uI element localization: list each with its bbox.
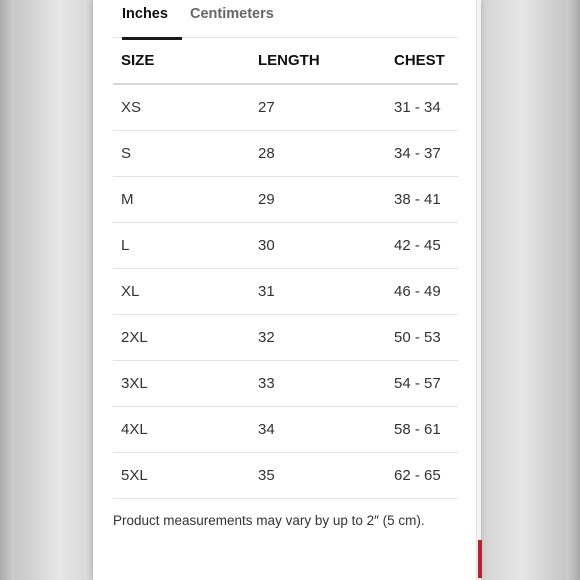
tab-inches-label: Inches [122, 6, 168, 22]
cell-size: M [121, 191, 134, 208]
unit-tabs [113, 0, 458, 38]
panel-scroll-edge [476, 0, 481, 580]
cell-size: XS [121, 99, 142, 116]
cell-length: 33 [258, 375, 275, 392]
size-table [113, 37, 458, 499]
red-side-tab[interactable] [478, 540, 482, 578]
table-row [113, 131, 458, 177]
tab-centimeters-label: Centimeters [190, 6, 274, 22]
table-row [113, 407, 458, 453]
cell-length: 31 [258, 283, 275, 300]
cell-chest: 50 - 53 [394, 329, 441, 346]
cell-size: 4XL [121, 421, 148, 438]
cell-size: 2XL [121, 329, 148, 346]
cell-chest: 62 - 65 [394, 467, 441, 484]
cell-length: 34 [258, 421, 275, 438]
measurement-note: Product measurements may vary by up to 2″ (5 cm). [113, 513, 425, 528]
cell-size: L [121, 237, 130, 254]
table-header [113, 37, 458, 85]
cell-chest: 42 - 45 [394, 237, 441, 254]
table-row [113, 315, 458, 361]
cell-chest: 46 - 49 [394, 283, 441, 300]
header-chest: CHEST [394, 52, 445, 69]
tab-inches[interactable] [122, 4, 168, 36]
table-row [113, 85, 458, 131]
cell-chest: 34 - 37 [394, 145, 441, 162]
cell-chest: 54 - 57 [394, 375, 441, 392]
table-row [113, 177, 458, 223]
cell-chest: 38 - 41 [394, 191, 441, 208]
cell-length: 30 [258, 237, 275, 254]
table-row [113, 223, 458, 269]
cell-chest: 58 - 61 [394, 421, 441, 438]
table-row [113, 269, 458, 315]
header-length: LENGTH [258, 52, 320, 69]
cell-length: 27 [258, 99, 275, 116]
left-edge-shade [0, 0, 14, 580]
header-size: SIZE [121, 52, 155, 69]
tab-centimeters[interactable] [190, 4, 274, 36]
cell-size: 5XL [121, 467, 148, 484]
cell-length: 32 [258, 329, 275, 346]
cell-size: 3XL [121, 375, 148, 392]
table-row [113, 453, 458, 499]
cell-size: S [121, 145, 132, 162]
cell-length: 28 [258, 145, 275, 162]
cell-length: 35 [258, 467, 275, 484]
table-row [113, 361, 458, 407]
cell-length: 29 [258, 191, 275, 208]
cell-chest: 31 - 34 [394, 99, 441, 116]
right-edge-shade [566, 0, 580, 580]
cell-size: XL [121, 283, 140, 300]
